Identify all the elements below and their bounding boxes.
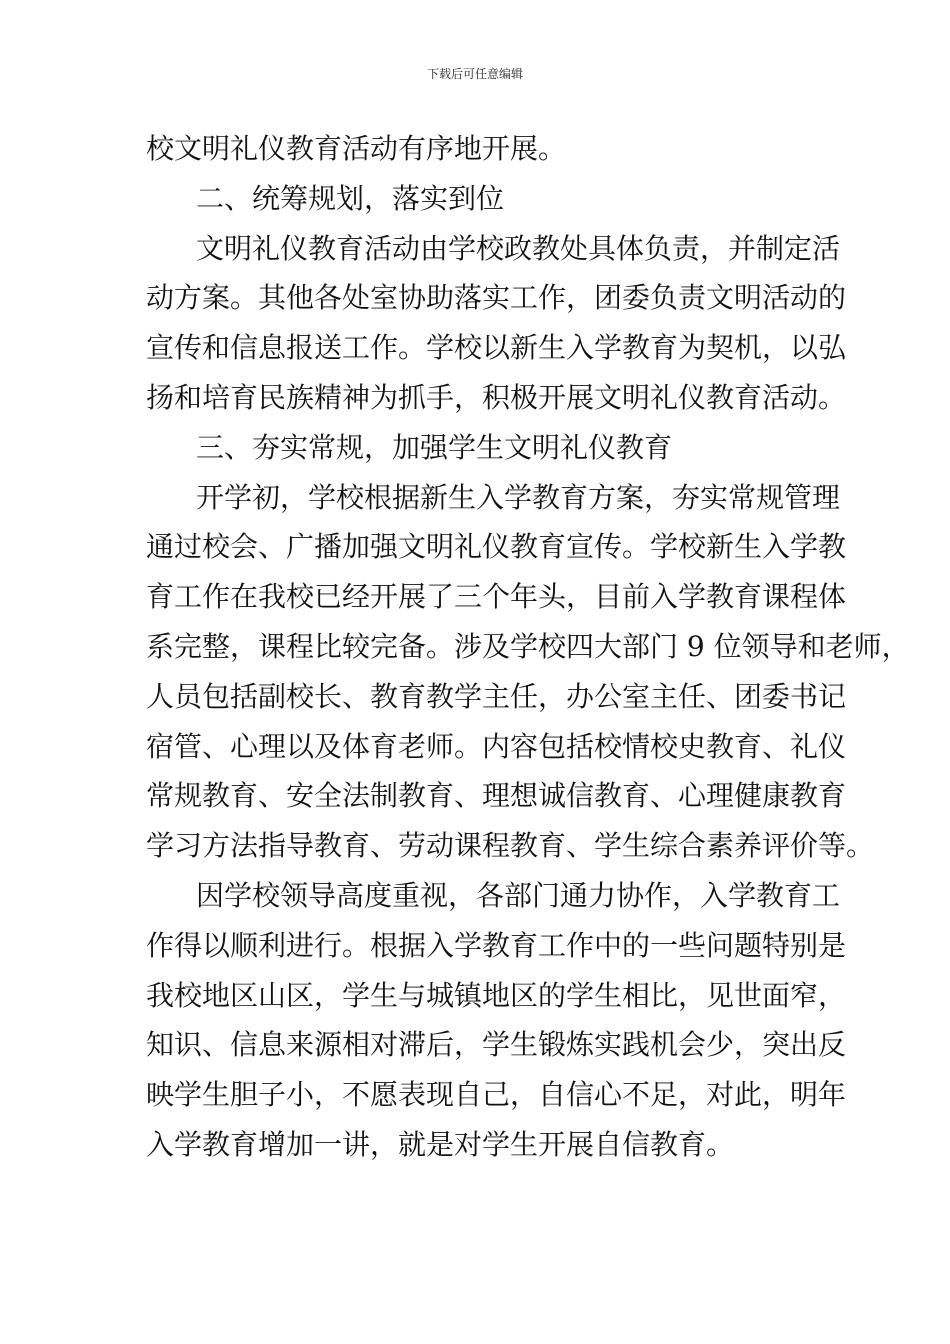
text-line: 作得以顺利进行。根据入学教育工作中的一些问题特别是	[146, 928, 847, 962]
text-line: 校文明礼仪教育活动有序地开展。	[146, 132, 567, 165]
text-line: 开学初，学校根据新生入学教育方案，夯实常规管理	[196, 480, 841, 514]
text-line: 因学校领导高度重视，各部门通力协作，入学教育工	[196, 878, 841, 912]
text-line: 文明礼仪教育活动由学校政教处具体负责，并制定活	[196, 231, 841, 265]
page-header-note: 下载后可任意编辑	[426, 67, 523, 81]
text-line: 映学生胆子小，不愿表现自己，自信心不足，对此，明年	[146, 1078, 847, 1112]
text-line: 扬和培育民族精神为抓手，积极开展文明礼仪教育活动。	[146, 380, 847, 414]
section-heading: 三、夯实常规，加强学生文明礼仪教育	[196, 430, 673, 464]
text-line: 学习方法指导教育、劳动课程教育、学生综合素养评价等。	[146, 829, 875, 863]
document-body	[146, 124, 910, 1170]
text-line: 知识、信息来源相对滞后，学生锻炼实践机会少，突出反	[146, 1028, 847, 1062]
section-heading: 二、统筹规划，落实到位	[196, 181, 505, 215]
text-line: 育工作在我校已经开展了三个年头，目前入学教育课程体	[146, 580, 847, 614]
text-line: 宿管、心理以及体育老师。内容包括校情校史教育、礼仪	[146, 729, 847, 763]
text-line: 常规教育、安全法制教育、理想诚信教育、心理健康教育	[146, 779, 847, 813]
text-line: 我校地区山区，学生与城镇地区的学生相比，见世面窄，	[146, 978, 847, 1012]
text-line: 宣传和信息报送工作。学校以新生入学教育为契机，以弘	[146, 331, 847, 365]
text-line: 人员包括副校长、教育教学主任，办公室主任、团委书记	[146, 679, 847, 713]
text-line: 通过校会、广播加强文明礼仪教育宣传。学校新生入学教	[146, 530, 847, 564]
text-line: 动方案。其他各处室协助落实工作，团委负责文明活动的	[146, 281, 847, 315]
text-line: 系完整，课程比较完备。涉及学校四大部门 9 位领导和老师，	[146, 629, 910, 663]
text-line: 入学教育增加一讲，就是对学生开展自信教育。	[146, 1127, 735, 1161]
